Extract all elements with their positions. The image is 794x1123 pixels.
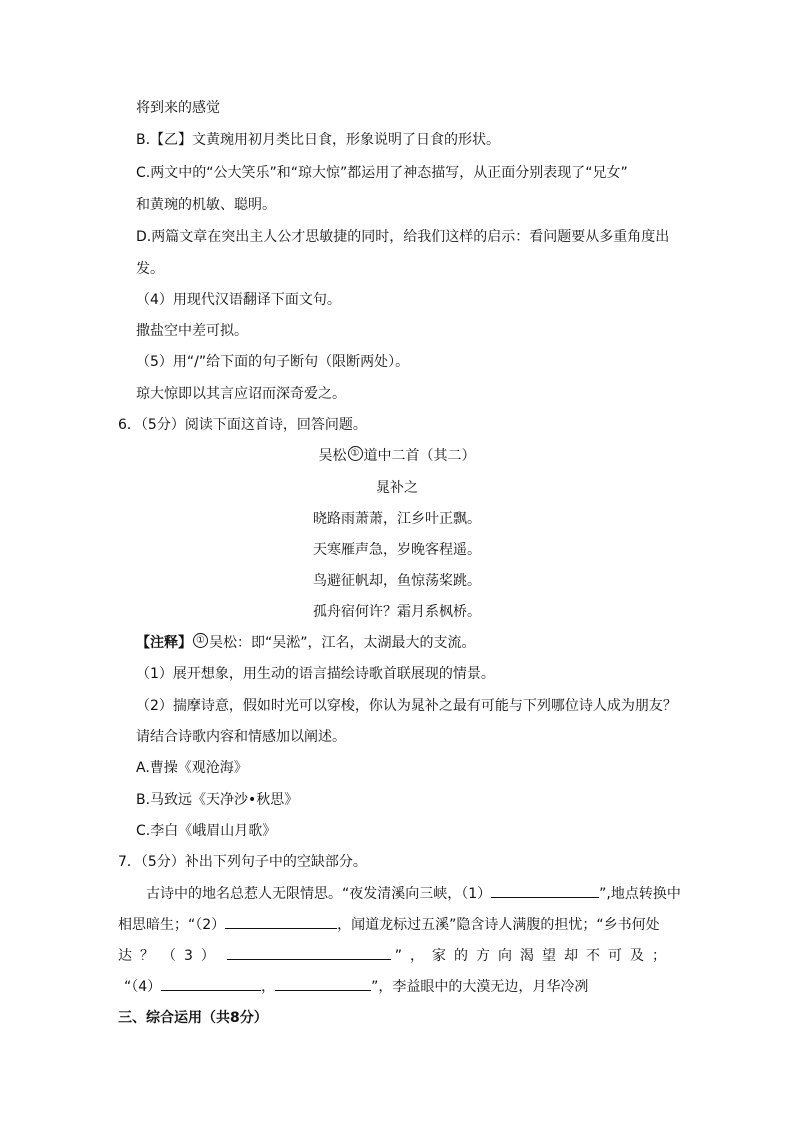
q7-line4-text-c: ”，李益眼中的大漠无边，月华冷冽 bbox=[371, 979, 589, 995]
q5-option-d-line2: 发。 bbox=[136, 261, 164, 277]
q7-line1-text-a: 古诗中的地名总惹人无限情思。“夜发清溪向三峡，（1） bbox=[146, 886, 492, 902]
q5-option-c-line1: C.两文中的“公大笑乐”和“琼大惊”都运用了神态描写，从正面分别表现了“兄女” bbox=[136, 165, 628, 181]
answer-blank-2[interactable] bbox=[225, 914, 337, 929]
q7-line2-text-a: 相思暗生；“（2） bbox=[118, 917, 226, 933]
poem-line-2: 天寒雁声急，岁晚客程遥。 bbox=[313, 542, 481, 558]
q7-line4 bbox=[124, 976, 588, 997]
poem-title-part-b: 道中二首（其二） bbox=[363, 448, 476, 464]
q5-sub5: （5）用“/”给下面的句子断句（限断两处）。 bbox=[136, 354, 410, 370]
q6-sub2-line1: （2）揣摩诗意，假如时光可以穿梭，你认为晁补之最有可能与下列哪位诗人成为朋友？ bbox=[136, 698, 677, 714]
answer-blank-4a[interactable] bbox=[161, 976, 261, 991]
note-marker-2: ① bbox=[193, 633, 208, 648]
q5-line-tail: 将到来的感觉 bbox=[136, 100, 220, 116]
q6-sub2-line2: 请结合诗歌内容和情感加以阐述。 bbox=[136, 729, 346, 745]
answer-blank-4b[interactable] bbox=[275, 976, 371, 991]
note-marker: ① bbox=[348, 446, 363, 461]
poem-title bbox=[0, 446, 794, 466]
q7-line3-text-a: 达？（3） bbox=[118, 948, 223, 964]
q5-option-d-line1: D.两篇文章在突出主人公才思敏捷的同时，给我们这样的启示：看问题要从多重角度出 bbox=[136, 229, 670, 245]
q6-option-a: A.曹操《观沧海》 bbox=[136, 760, 248, 776]
poem-line-3: 鸟避征帆却，鱼惊荡桨跳。 bbox=[313, 573, 481, 589]
q7-line1-text-b: ”,地点转换中 bbox=[599, 886, 681, 902]
q6-option-c: C.李白《峨眉山月歌》 bbox=[136, 823, 277, 839]
poem-author: 晁补之 bbox=[376, 480, 418, 496]
answer-blank-3[interactable] bbox=[227, 945, 391, 960]
q6-stem: 6．（5分）阅读下面这首诗，回答问题。 bbox=[118, 417, 367, 433]
poem-line-1: 晓路雨萧萧，江乡叶正飘。 bbox=[313, 511, 481, 527]
q7-line3-text-b: ”，家的方向渴望却不可及； bbox=[394, 948, 674, 964]
q7-line3 bbox=[118, 945, 674, 966]
note-label: 【注释】 bbox=[136, 635, 192, 651]
poem-line-4: 孤舟宿何许？霜月系枫桥。 bbox=[313, 604, 481, 620]
q5-option-b: B.【乙】文黄琬用初月类比日食，形象说明了日食的形状。 bbox=[136, 132, 501, 148]
poem-note bbox=[136, 633, 476, 653]
q5-sub4: （4）用现代汉语翻译下面文句。 bbox=[136, 292, 341, 308]
answer-blank-1[interactable] bbox=[491, 883, 599, 898]
q7-line4-text-a: “（4） bbox=[124, 979, 162, 995]
q6-sub1: （1）展开想象，用生动的语言描绘诗歌首联展现的情景。 bbox=[136, 666, 495, 682]
q7-line1 bbox=[146, 883, 681, 904]
q5-sub5-text: 琼大惊即以其言应诏而深奇爱之。 bbox=[136, 386, 346, 402]
q5-sub4-text: 撒盐空中差可拟。 bbox=[136, 323, 248, 339]
q7-line4-text-b: ， bbox=[261, 979, 276, 995]
q6-option-b: B.马致远《天净沙•秋思》 bbox=[136, 792, 299, 808]
q7-line2-text-b: ，闻道龙标过五溪”隐含诗人满腹的担忧；“乡书何处 bbox=[337, 917, 660, 933]
q5-option-c-line2: 和黄琬的机敏、聪明。 bbox=[136, 197, 276, 213]
q7-line2 bbox=[118, 914, 660, 935]
poem-title-part-a: 吴松 bbox=[318, 448, 347, 464]
note-text: 吴松：即“吴淞”，江名，太湖最大的支流。 bbox=[209, 635, 476, 651]
q7-stem: 7．（5分）补出下列句子中的空缺部分。 bbox=[118, 854, 367, 870]
section-3-heading: 三、综合运用（共8分） bbox=[118, 1010, 268, 1026]
